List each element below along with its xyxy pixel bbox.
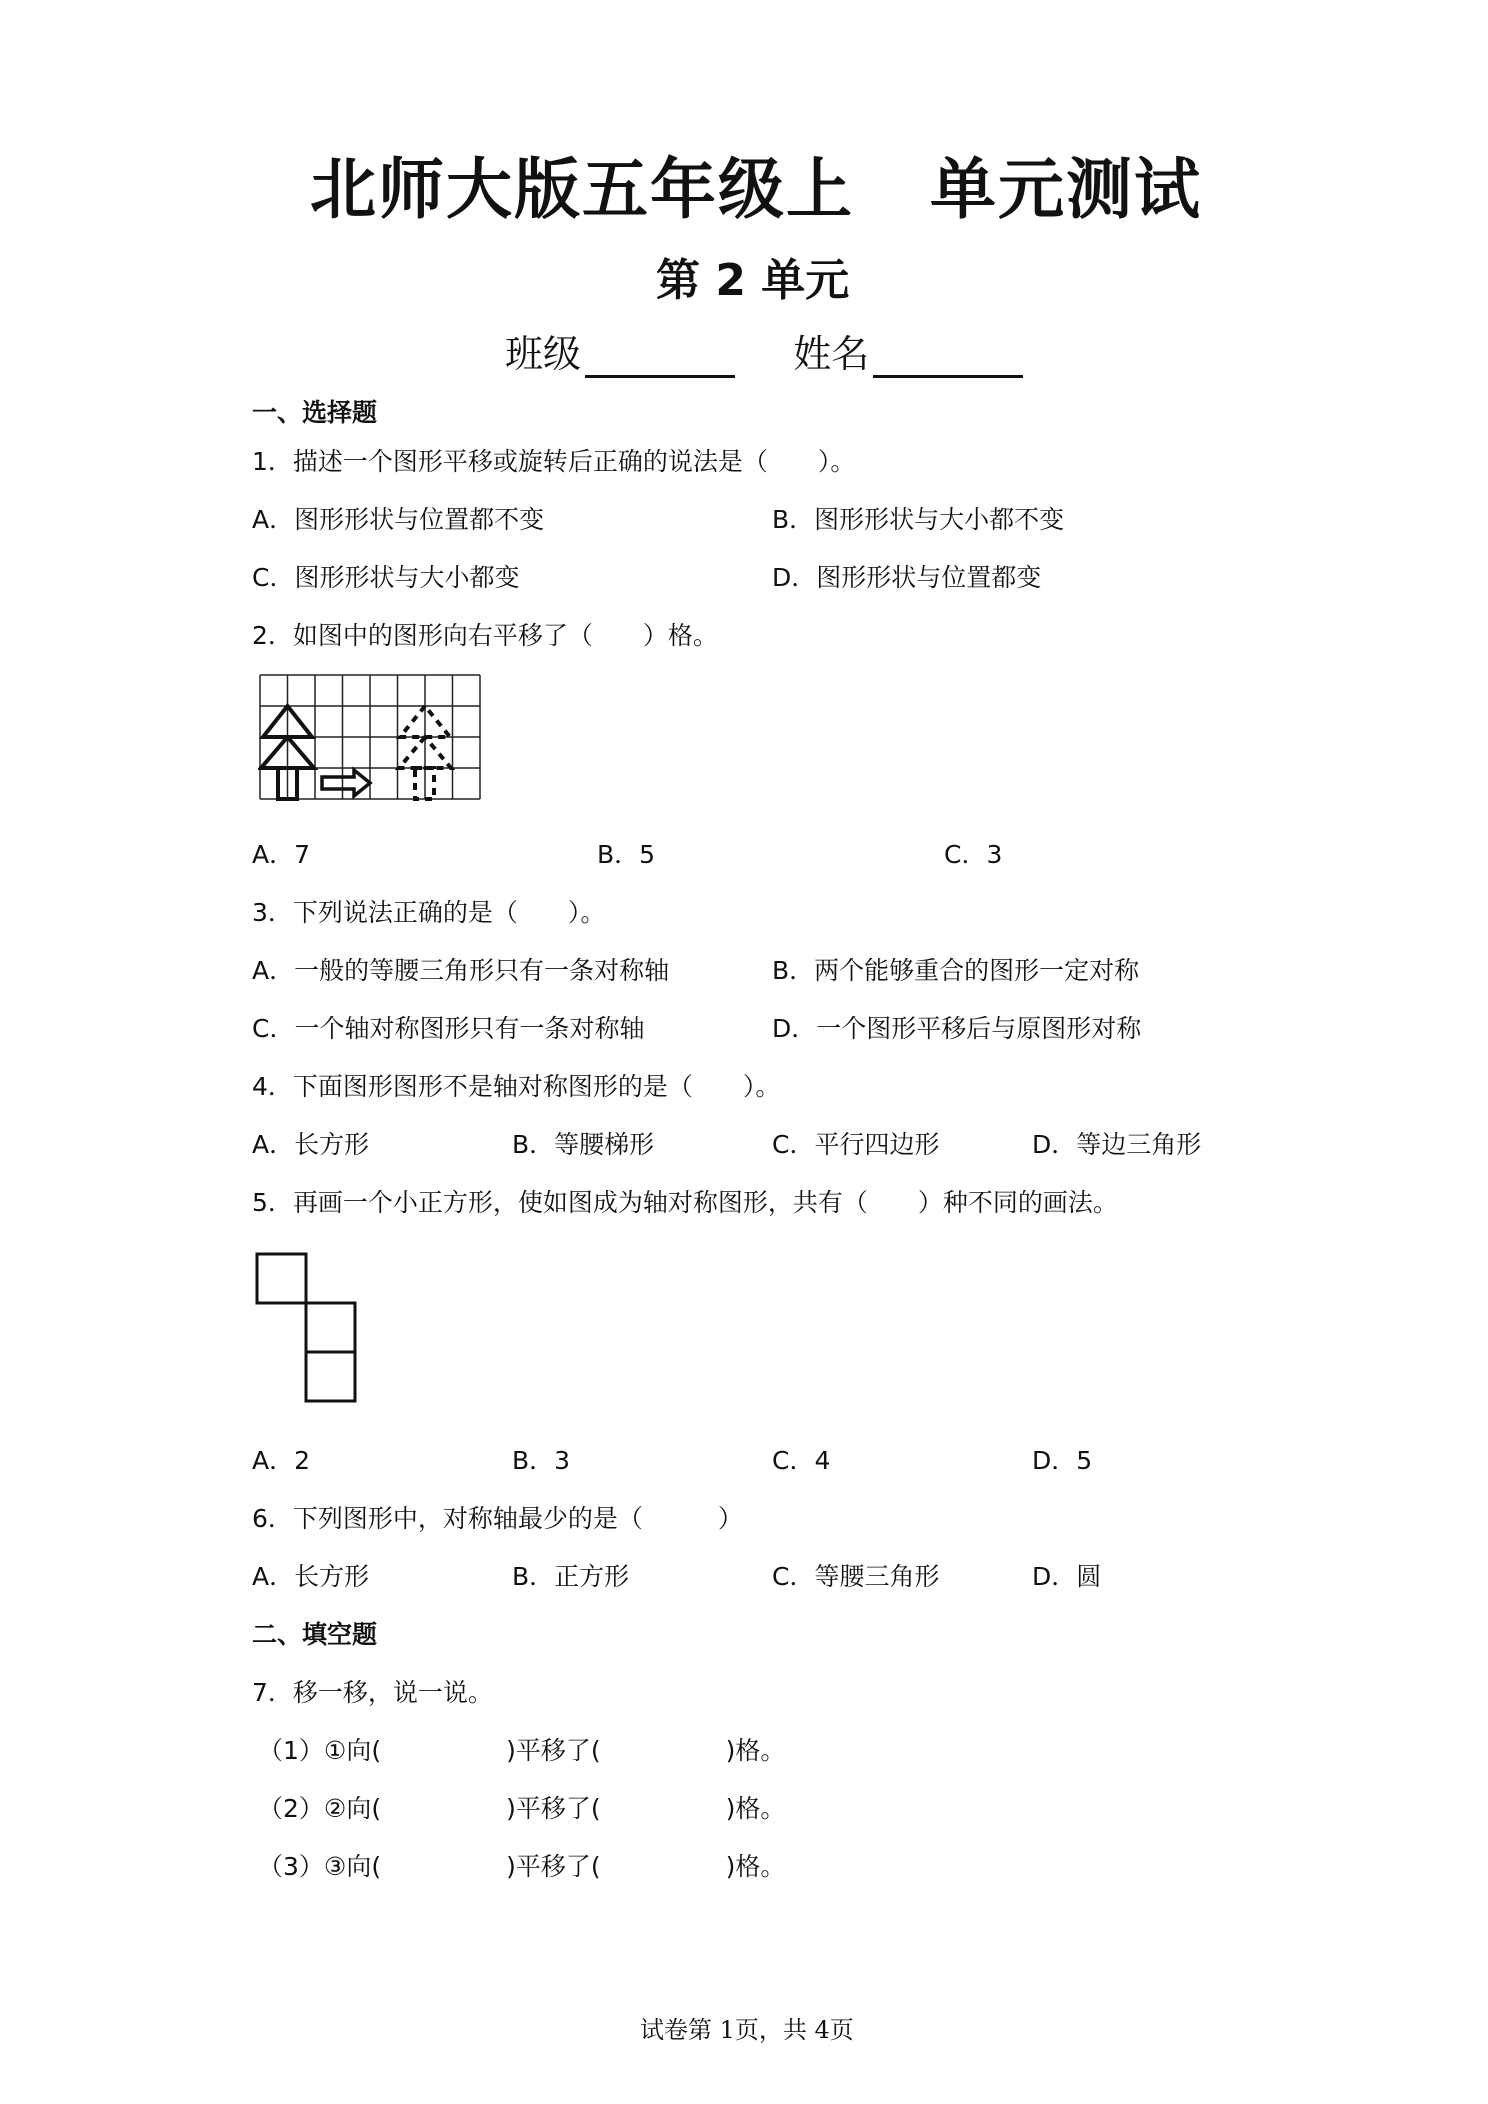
class-label: 班级 bbox=[505, 332, 582, 376]
question-6-option-d[interactable]: D．圆 bbox=[1032, 1562, 1102, 1591]
question-2-option-c[interactable]: C．3 bbox=[944, 840, 1003, 869]
question-6-option-c[interactable]: C．等腰三角形 bbox=[772, 1562, 940, 1591]
question-5-option-b[interactable]: B．3 bbox=[512, 1446, 571, 1475]
page-footer: 试卷第 1页，共 4页 bbox=[640, 2016, 854, 2044]
question-1-option-b[interactable]: B．图形形状与大小都不变 bbox=[772, 505, 1065, 534]
squares-figure bbox=[253, 1250, 363, 1405]
question-4-option-c[interactable]: C．平行四边形 bbox=[772, 1130, 940, 1159]
question-1-stem: 1．描述一个图形平移或旋转后正确的说法是（ ）。 bbox=[252, 447, 856, 476]
question-1-option-c[interactable]: C．图形形状与大小都变 bbox=[252, 563, 520, 592]
question-3-stem: 3．下列说法正确的是（ ）。 bbox=[252, 898, 606, 927]
page-title-right: 单元测试 bbox=[930, 151, 1202, 228]
question-7-part-2[interactable]: （2）②向( )平移了( )格。 bbox=[258, 1794, 786, 1823]
question-7-stem: 7．移一移，说一说。 bbox=[252, 1678, 493, 1707]
question-6-option-b[interactable]: B．正方形 bbox=[512, 1562, 630, 1591]
question-7-part-1[interactable]: （1）①向( )平移了( )格。 bbox=[258, 1736, 786, 1765]
question-4-option-d[interactable]: D．等边三角形 bbox=[1032, 1130, 1202, 1159]
page-title-left: 北师大版五年级上 bbox=[310, 151, 854, 228]
question-3-option-d[interactable]: D．一个图形平移后与原图形对称 bbox=[772, 1014, 1142, 1043]
section-fill-title: 二、填空题 bbox=[252, 1620, 378, 1649]
question-5-stem: 5．再画一个小正方形，使如图成为轴对称图形，共有（ ）种不同的画法。 bbox=[252, 1188, 1118, 1217]
question-4-option-b[interactable]: B．等腰梯形 bbox=[512, 1130, 655, 1159]
translation-grid-figure bbox=[258, 673, 488, 803]
question-7-part-3[interactable]: （3）③向( )平移了( )格。 bbox=[258, 1852, 786, 1881]
section-choice-title: 一、选择题 bbox=[252, 398, 378, 427]
question-5-option-a[interactable]: A．2 bbox=[252, 1446, 311, 1475]
class-blank[interactable] bbox=[585, 337, 735, 378]
question-2-option-b[interactable]: B．5 bbox=[597, 840, 656, 869]
question-3-option-c[interactable]: C．一个轴对称图形只有一条对称轴 bbox=[252, 1014, 645, 1043]
question-5-option-c[interactable]: C．4 bbox=[772, 1446, 831, 1475]
question-6-stem: 6．下列图形中，对称轴最少的是（ ） bbox=[252, 1504, 743, 1533]
name-label: 姓名 bbox=[793, 332, 870, 376]
question-4-stem: 4．下面图形图形不是轴对称图形的是（ ）。 bbox=[252, 1072, 781, 1101]
question-6-option-a[interactable]: A．长方形 bbox=[252, 1562, 370, 1591]
question-4-option-a[interactable]: A．长方形 bbox=[252, 1130, 370, 1159]
question-1-option-a[interactable]: A．图形形状与位置都不变 bbox=[252, 505, 545, 534]
question-5-option-d[interactable]: D．5 bbox=[1032, 1446, 1093, 1475]
question-1-option-d[interactable]: D．图形形状与位置都变 bbox=[772, 563, 1042, 592]
question-3-option-b[interactable]: B．两个能够重合的图形一定对称 bbox=[772, 956, 1140, 985]
question-3-option-a[interactable]: A．一般的等腰三角形只有一条对称轴 bbox=[252, 956, 670, 985]
question-2-stem: 2．如图中的图形向右平移了（ ）格。 bbox=[252, 621, 718, 650]
class-name-line bbox=[505, 323, 1023, 378]
question-2-option-a[interactable]: A．7 bbox=[252, 840, 311, 869]
name-blank[interactable] bbox=[873, 337, 1023, 378]
unit-subtitle: 第 2 单元 bbox=[656, 255, 850, 306]
